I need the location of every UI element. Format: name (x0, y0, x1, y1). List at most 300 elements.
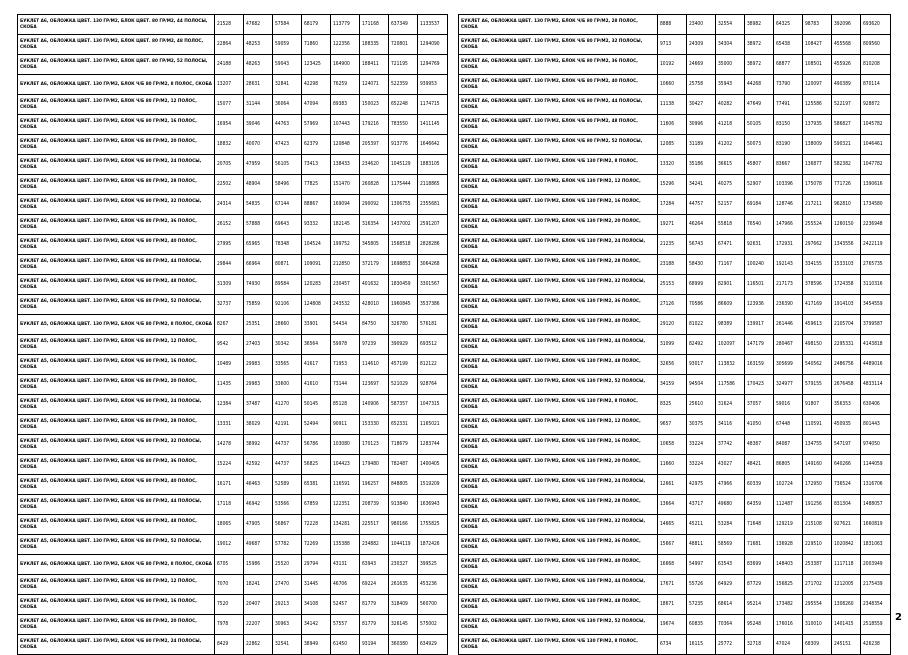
product-name-cell: БУКЛЕТ А6, ОБЛОЖКА ЦВЕТ. 130 ГР/М2, БЛОК Ч/Б 80 ГР/М2, 40 ПОЛОС, СКОБА (459, 75, 658, 95)
price-cell: 637349 (389, 15, 418, 35)
price-cell: 77491 (774, 95, 803, 115)
price-cell: 65381 (302, 475, 331, 495)
price-cell: 18241 (244, 575, 273, 595)
price-cell: 50073 (745, 135, 774, 155)
product-name-cell: БУКЛЕТ А6, ОБЛОЖКА ЦВЕТ. 130 ГР/М2, БЛОК Ч/Б 80 ГР/М2, 52 ПОЛОСЫ, СКОБА (459, 135, 658, 155)
price-cell: 176016 (774, 615, 803, 635)
price-cell: 2765735 (861, 255, 891, 275)
product-name-cell: БУКЛЕТ А6, ОБЛОЖКА ЦВЕТ. 130 ГР/М2, БЛОК Ч/Б 80 ГР/М2, 8 ПОЛОС, СКОБА (18, 75, 215, 95)
price-cell: 1047782 (861, 155, 891, 175)
product-name-cell: БУКЛЕТ А6, ОБЛОЖКА ЦВЕТ. 130 ГР/М2, БЛОК Ч/Б 80 ГР/М2, 36 ПОЛОС, СКОБА (18, 215, 215, 235)
price-cell: 92106 (273, 295, 302, 315)
price-cell: 67144 (273, 195, 302, 215)
price-cell: 31445 (302, 575, 331, 595)
price-cell: 634929 (418, 635, 448, 655)
price-cell: 57557 (331, 615, 360, 635)
price-cell: 69184 (745, 195, 774, 215)
price-cell: 124808 (302, 295, 331, 315)
price-cell: 11435 (215, 375, 244, 395)
price-cell: 149160 (803, 455, 832, 475)
product-name-cell: БУКЛЕТ А5, ОБЛОЖКА ЦВЕТ. 130 ГР/М2, БЛОК Ч/Б 130 ГР/М2, 48 ПОЛОС, СКОБА (459, 595, 658, 615)
price-cell: 73413 (302, 155, 331, 175)
price-cell: 23400 (687, 15, 716, 35)
price-cell: 8888 (658, 15, 687, 35)
price-cell: 136877 (803, 155, 832, 175)
table-row (459, 335, 891, 355)
table-row (459, 495, 891, 515)
price-cell: 2118865 (418, 175, 448, 195)
product-name-cell: БУКЛЕТ А4, ОБЛОЖКА ЦВЕТ. 130 ГР/М2, БЛОК Ч/Б 130 ГР/М2, 20 ПОЛОС, СКОБА (459, 215, 658, 235)
price-cell: 22502 (215, 175, 244, 195)
price-cell: 36615 (716, 155, 745, 175)
price-cell: 179216 (360, 115, 389, 135)
table-row (459, 395, 891, 415)
price-cell: 24309 (687, 35, 716, 55)
product-name-cell: БУКЛЕТ А6, ОБЛОЖКА ЦВЕТ. 130 ГР/М2, БЛОК Ч/Б 80 ГР/М2, 44 ПОЛОСЫ, СКОБА (18, 255, 215, 275)
product-name-cell: БУКЛЕТ А4, ОБЛОЖКА ЦВЕТ. 130 ГР/М2, БЛОК Ч/Б 130 ГР/М2, 48 ПОЛОС, СКОБА (459, 355, 658, 375)
price-cell: 13664 (658, 495, 687, 515)
price-cell: 89584 (273, 275, 302, 295)
price-cell: 1047315 (418, 395, 448, 415)
price-cell: 2518559 (861, 615, 891, 635)
price-cell: 326780 (389, 315, 418, 335)
price-cell: 123697 (360, 375, 389, 395)
product-name-cell: БУКЛЕТ А4, ОБЛОЖКА ЦВЕТ. 130 ГР/М2, БЛОК Ч/Б 130 ГР/М2, 44 ПОЛОСЫ, СКОБА (459, 335, 658, 355)
price-cell: 1390616 (861, 175, 891, 195)
product-name-cell: БУКЛЕТ А6, ОБЛОЖКА ЦВЕТ. 130 ГР/М2, БЛОК Ч/Б 80 ГР/М2, 16 ПОЛОС, СКОБА (18, 595, 215, 615)
price-cell: 15077 (215, 95, 244, 115)
product-name-cell: БУКЛЕТ А6, ОБЛОЖКА ЦВЕТ. 130 ГР/М2, БЛОК Ч/Б 80 ГР/М2, 16 ПОЛОС, СКОБА (18, 115, 215, 135)
price-cell: 46463 (244, 475, 273, 495)
price-cell: 71860 (302, 35, 331, 55)
price-cell: 831304 (832, 495, 861, 515)
price-cell: 116591 (331, 475, 360, 495)
price-cell: 243532 (331, 295, 360, 315)
price-cell: 60835 (687, 615, 716, 635)
price-cell: 46942 (244, 495, 273, 515)
price-cell: 26152 (215, 215, 244, 235)
table-row (18, 15, 448, 35)
price-cell: 120848 (331, 135, 360, 155)
price-cell: 31624 (716, 395, 745, 415)
table-row (18, 195, 448, 215)
price-cell: 59043 (273, 55, 302, 75)
price-cell: 89383 (331, 95, 360, 115)
price-cell: 48263 (244, 55, 273, 75)
price-cell: 110591 (803, 415, 832, 435)
price-cell: 1343556 (832, 235, 861, 255)
price-cell: 205397 (360, 135, 389, 155)
product-name-cell: БУКЛЕТ А5, ОБЛОЖКА ЦВЕТ. 130 ГР/М2, БЛОК Ч/Б 130 ГР/М2, 36 ПОЛОС, СКОБА (459, 535, 658, 555)
price-cell: 68614 (716, 595, 745, 615)
table-row (18, 295, 448, 315)
price-cell: 928872 (861, 95, 891, 115)
price-cell: 69643 (273, 215, 302, 235)
price-cell: 3110316 (861, 275, 891, 295)
price-cell: 29844 (215, 255, 244, 275)
price-cell: 75859 (244, 295, 273, 315)
price-cell: 2355681 (418, 195, 448, 215)
price-cell: 196257 (360, 475, 389, 495)
price-cell: 4143818 (861, 335, 891, 355)
price-cell: 229510 (803, 535, 832, 555)
table-row (18, 555, 448, 575)
table-row (18, 495, 448, 515)
price-cell: 1831063 (861, 535, 891, 555)
price-cell: 128746 (774, 195, 803, 215)
price-cell: 14278 (215, 435, 244, 455)
price-table-right (458, 14, 891, 655)
product-name-cell: БУКЛЕТ А6, ОБЛОЖКА ЦВЕТ. 130 ГР/М2, БЛОК Ч/Б 80 ГР/М2, 48 ПОЛОС, СКОБА (18, 275, 215, 295)
price-cell: 10658 (658, 435, 687, 455)
price-cell: 35943 (716, 75, 745, 95)
price-cell: 179480 (360, 455, 389, 475)
price-cell: 102724 (774, 475, 803, 495)
price-cell: 83667 (774, 155, 803, 175)
price-cell: 61450 (331, 635, 360, 655)
table-row (459, 155, 891, 175)
price-cell: 12661 (658, 475, 687, 495)
price-cell: 74930 (244, 275, 273, 295)
price-cell: 974050 (861, 435, 891, 455)
table-row (18, 55, 448, 75)
table-row (18, 95, 448, 115)
price-cell: 91807 (803, 395, 832, 415)
price-cell: 38972 (745, 35, 774, 55)
price-cell: 1724358 (832, 275, 861, 295)
price-cell: 52494 (302, 415, 331, 435)
price-cell: 137935 (803, 115, 832, 135)
price-cell: 390929 (389, 335, 418, 355)
price-cell: 48811 (687, 535, 716, 555)
table-row (459, 75, 891, 95)
price-cell: 939953 (418, 75, 448, 95)
price-cell: 125586 (803, 95, 832, 115)
price-cell: 260828 (360, 175, 389, 195)
price-cell: 261446 (774, 315, 803, 335)
price-cell: 34159 (658, 375, 687, 395)
price-cell: 59978 (331, 335, 360, 355)
price-cell: 455568 (832, 35, 861, 55)
price-table-left (17, 14, 448, 655)
price-cell: 170423 (745, 375, 774, 395)
price-cell: 84750 (360, 315, 389, 335)
price-cell: 108427 (803, 35, 832, 55)
price-cell: 771726 (832, 175, 861, 195)
table-row (459, 435, 891, 455)
price-cell: 962810 (832, 195, 861, 215)
price-cell: 490389 (832, 75, 861, 95)
price-cell: 37487 (244, 395, 273, 415)
price-cell: 68877 (774, 55, 803, 75)
product-name-cell: БУКЛЕТ А6, ОБЛОЖКА ЦВЕТ. 130 ГР/М2, БЛОК Ч/Б 80 ГР/М2, 8 ПОЛОС, СКОБА (18, 555, 215, 575)
price-cell: 9542 (215, 335, 244, 355)
price-cell: 290092 (360, 195, 389, 215)
price-cell: 63543 (716, 555, 745, 575)
price-cell: 1144059 (861, 455, 891, 475)
price-cell: 47905 (244, 515, 273, 535)
product-name-cell: БУКЛЕТ А5, ОБЛОЖКА ЦВЕТ. 130 ГР/М2, БЛОК Ч/Б 80 ГР/М2, 48 ПОЛОС, СКОБА (18, 515, 215, 535)
price-cell: 30375 (687, 415, 716, 435)
price-cell: 16171 (215, 475, 244, 495)
price-cell: 94504 (687, 375, 716, 395)
price-cell: 63943 (360, 555, 389, 575)
price-table-right-body (459, 15, 891, 655)
table-row (18, 595, 448, 615)
price-cell: 44757 (687, 195, 716, 215)
price-cell: 139917 (745, 315, 774, 335)
price-cell: 42298 (302, 75, 331, 95)
price-cell: 30342 (273, 335, 302, 355)
price-cell: 35186 (687, 155, 716, 175)
price-cell: 199752 (331, 235, 360, 255)
price-cell: 1914103 (832, 295, 861, 315)
price-cell: 295554 (803, 595, 832, 615)
price-cell: 104423 (331, 455, 360, 475)
product-name-cell: БУКЛЕТ А5, ОБЛОЖКА ЦВЕТ. 130 ГР/М2, БЛОК Ч/Б 80 ГР/М2, 36 ПОЛОС, СКОБА (18, 455, 215, 475)
price-cell: 37057 (745, 395, 774, 415)
price-cell: 38982 (745, 15, 774, 35)
price-cell: 18065 (215, 515, 244, 535)
product-name-cell: БУКЛЕТ А4, ОБЛОЖКА ЦВЕТ. 130 ГР/М2, БЛОК Ч/Б 130 ГР/М2, 40 ПОЛОС, СКОБА (459, 315, 658, 335)
product-name-cell: БУКЛЕТ А4, ОБЛОЖКА ЦВЕТ. 130 ГР/М2, БЛОК Ч/Б 130 ГР/М2, 28 ПОЛОС, СКОБА (459, 255, 658, 275)
price-cell: 7070 (215, 575, 244, 595)
price-cell: 4489016 (861, 355, 891, 375)
price-cell: 426238 (861, 635, 891, 655)
price-cell: 163159 (745, 355, 774, 375)
price-cell: 27995 (215, 235, 244, 255)
price-cell: 55726 (687, 575, 716, 595)
product-name-cell: БУКЛЕТ А4, ОБЛОЖКА ЦВЕТ. 130 ГР/М2, БЛОК Ч/Б 130 ГР/М2, 12 ПОЛОС, СКОБА (459, 175, 658, 195)
price-cell: 188335 (360, 35, 389, 55)
table-row (18, 515, 448, 535)
price-cell: 20407 (244, 595, 273, 615)
price-cell: 58496 (273, 175, 302, 195)
price-cell: 138009 (803, 135, 832, 155)
price-cell: 2003949 (861, 555, 891, 575)
price-cell: 147179 (745, 335, 774, 355)
price-cell: 43131 (331, 555, 360, 575)
price-cell: 392096 (832, 15, 861, 35)
price-cell: 54997 (687, 555, 716, 575)
price-cell: 255524 (803, 215, 832, 235)
table-row (18, 215, 448, 235)
price-cell: 135388 (331, 535, 360, 555)
price-cell: 1660819 (861, 515, 891, 535)
price-cell: 809560 (861, 35, 891, 55)
price-cell: 38992 (244, 435, 273, 455)
price-cell: 90911 (331, 415, 360, 435)
price-cell: 1401415 (832, 615, 861, 635)
product-name-cell: БУКЛЕТ А5, ОБЛОЖКА ЦВЕТ. 130 ГР/М2, БЛОК Ч/Б 130 ГР/М2, 24 ПОЛОСЫ, СКОБА (459, 475, 658, 495)
price-cell: 1294769 (418, 55, 448, 75)
product-name-cell: БУКЛЕТ А5, ОБЛОЖКА ЦВЕТ. 130 ГР/М2, БЛОК Ч/Б 130 ГР/М2, 8 ПОЛОС, СКОБА (459, 395, 658, 415)
price-cell: 27470 (273, 575, 302, 595)
price-cell: 1283744 (418, 435, 448, 455)
price-cell: 217173 (774, 275, 803, 295)
price-cell: 6734 (658, 635, 687, 655)
table-row (18, 35, 448, 55)
price-cell: 57782 (273, 535, 302, 555)
price-cell: 29120 (658, 315, 687, 335)
price-cell: 64929 (716, 575, 745, 595)
price-cell: 326145 (389, 615, 418, 635)
price-cell: 49680 (716, 495, 745, 515)
price-cell: 43027 (716, 455, 745, 475)
price-cell: 31309 (215, 275, 244, 295)
product-name-cell: БУКЛЕТ А6, ОБЛОЖКА ЦВЕТ. 130 ГР/М2, БЛОК ЦВЕТ. 80 ГР/М2, 44 ПОЛОСЫ, СКОБА (18, 15, 215, 35)
price-cell: 1636943 (418, 495, 448, 515)
price-cell: 171168 (360, 15, 389, 35)
product-name-cell: БУКЛЕТ А6, ОБЛОЖКА ЦВЕТ. 130 ГР/М2, БЛОК Ч/Б 80 ГР/М2, 12 ПОЛОС, СКОБА (18, 95, 215, 115)
price-cell: 93017 (687, 355, 716, 375)
price-cell: 334155 (803, 255, 832, 275)
product-name-cell: БУКЛЕТ А5, ОБЛОЖКА ЦВЕТ. 130 ГР/М2, БЛОК Ч/Б 130 ГР/М2, 40 ПОЛОС, СКОБА (459, 555, 658, 575)
price-cell: 29794 (302, 555, 331, 575)
price-cell: 24669 (687, 55, 716, 75)
price-cell: 25610 (687, 395, 716, 415)
price-cell: 32656 (658, 355, 687, 375)
price-cell: 33224 (687, 435, 716, 455)
price-cell: 83150 (774, 115, 803, 135)
price-cell: 47024 (774, 635, 803, 655)
price-cell: 41218 (716, 115, 745, 135)
table-row (459, 255, 891, 275)
price-cell: 29983 (244, 375, 273, 395)
price-cell: 230327 (389, 555, 418, 575)
price-cell: 95248 (745, 615, 774, 635)
price-cell: 65438 (774, 35, 803, 55)
price-cell: 164900 (331, 55, 360, 75)
price-cell: 134281 (331, 515, 360, 535)
price-cell: 67471 (716, 235, 745, 255)
price-cell: 47959 (244, 155, 273, 175)
price-cell: 1046461 (861, 135, 891, 155)
price-cell: 42975 (687, 475, 716, 495)
price-cell: 82901 (716, 275, 745, 295)
price-cell: 450935 (832, 415, 861, 435)
price-cell: 54434 (331, 315, 360, 335)
price-cell: 42191 (273, 415, 302, 435)
price-cell: 54835 (244, 195, 273, 215)
price-cell: 29213 (273, 595, 302, 615)
price-cell: 10489 (215, 355, 244, 375)
product-name-cell: БУКЛЕТ А5, ОБЛОЖКА ЦВЕТ. 130 ГР/М2, БЛОК Ч/Б 80 ГР/М2, 20 ПОЛОС, СКОБА (18, 375, 215, 395)
price-cell: 15224 (215, 455, 244, 475)
price-cell: 113832 (716, 355, 745, 375)
price-cell: 47649 (745, 95, 774, 115)
price-cell: 575002 (418, 615, 448, 635)
price-cell: 720801 (389, 35, 418, 55)
price-cell: 78348 (273, 235, 302, 255)
price-cell: 33600 (273, 375, 302, 395)
price-cell: 1133537 (418, 15, 448, 35)
price-cell: 92631 (745, 235, 774, 255)
product-name-cell: БУКЛЕТ А4, ОБЛОЖКА ЦВЕТ. 130 ГР/М2, БЛОК Ч/Б 130 ГР/М2, 36 ПОЛОС, СКОБА (459, 295, 658, 315)
price-cell: 2295331 (832, 335, 861, 355)
price-cell: 579155 (803, 375, 832, 395)
price-cell: 57235 (687, 595, 716, 615)
price-cell: 41617 (302, 355, 331, 375)
price-cell: 58430 (687, 255, 716, 275)
price-cell: 19012 (215, 535, 244, 555)
price-cell: 21528 (215, 15, 244, 35)
price-cell: 360380 (389, 635, 418, 655)
price-cell: 76259 (331, 75, 360, 95)
price-cell: 32737 (215, 295, 244, 315)
price-cell: 47423 (273, 135, 302, 155)
price-cell: 72228 (302, 515, 331, 535)
price-cell: 169094 (331, 195, 360, 215)
price-cell: 236390 (774, 295, 803, 315)
table-row (18, 255, 448, 275)
price-cell: 522197 (832, 95, 861, 115)
price-cell: 1872426 (418, 535, 448, 555)
price-cell: 1117118 (832, 555, 861, 575)
price-cell: 1260150 (832, 215, 861, 235)
price-cell: 587357 (389, 395, 418, 415)
price-cell: 68309 (803, 635, 832, 655)
price-cell: 586827 (832, 115, 861, 135)
price-cell: 156825 (774, 575, 803, 595)
price-cell: 188411 (360, 55, 389, 75)
price-cell: 23188 (658, 255, 687, 275)
table-row (18, 335, 448, 355)
price-cell: 40070 (244, 135, 273, 155)
price-cell: 93332 (302, 215, 331, 235)
table-row (459, 95, 891, 115)
price-cell: 4833114 (861, 375, 891, 395)
price-cell: 2591207 (418, 215, 448, 235)
price-cell: 50145 (302, 395, 331, 415)
price-cell: 45211 (687, 515, 716, 535)
table-row (18, 315, 448, 335)
price-cell: 25772 (716, 635, 745, 655)
price-cell: 2175439 (861, 575, 891, 595)
price-cell: 175078 (803, 175, 832, 195)
product-name-cell: БУКЛЕТ А6, ОБЛОЖКА ЦВЕТ. 130 ГР/М2, БЛОК Ч/Б 80 ГР/М2, 24 ПОЛОСЫ, СКОБА (18, 155, 215, 175)
price-cell: 234882 (360, 535, 389, 555)
price-cell: 1212005 (832, 575, 861, 595)
price-cell: 102097 (716, 335, 745, 355)
price-cell: 2676458 (832, 375, 861, 395)
table-row (459, 15, 891, 35)
price-cell: 1411145 (418, 115, 448, 135)
price-cell: 3064268 (418, 255, 448, 275)
price-cell: 32841 (273, 75, 302, 95)
price-cell: 498150 (803, 335, 832, 355)
price-cell: 66964 (244, 255, 273, 275)
price-cell: 35000 (716, 55, 745, 75)
price-cell: 980166 (389, 515, 418, 535)
price-cell: 56867 (273, 515, 302, 535)
price-cell: 24314 (215, 195, 244, 215)
product-name-cell: БУКЛЕТ А5, ОБЛОЖКА ЦВЕТ. 130 ГР/М2, БЛОК Ч/Б 80 ГР/М2, 24 ПОЛОСЫ, СКОБА (18, 395, 215, 415)
product-name-cell: БУКЛЕТ А6, ОБЛОЖКА ЦВЕТ. 130 ГР/М2, БЛОК Ч/Б 80 ГР/М2, 44 ПОЛОСЫ, СКОБА (459, 95, 658, 115)
table-row (459, 295, 891, 315)
table-row (459, 635, 891, 655)
price-cell: 37742 (716, 435, 745, 455)
price-cell: 18671 (658, 595, 687, 615)
price-cell: 48387 (745, 435, 774, 455)
price-cell: 47094 (302, 95, 331, 115)
price-cell: 192143 (774, 255, 803, 275)
price-cell: 1316706 (861, 475, 891, 495)
price-cell: 310010 (803, 615, 832, 635)
price-cell: 640266 (832, 455, 861, 475)
price-cell: 59059 (273, 35, 302, 55)
price-cell: 7520 (215, 595, 244, 615)
